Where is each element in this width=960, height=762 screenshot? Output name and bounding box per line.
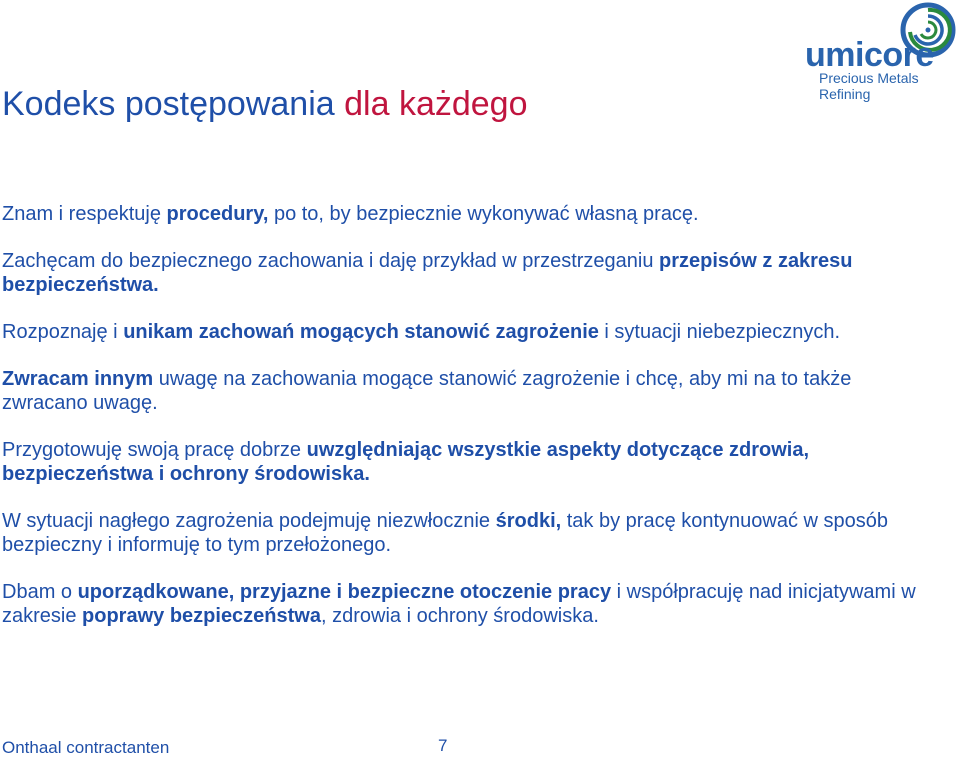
paragraph-6 [2,509,942,557]
p4-seg1: Zwracam innym [2,368,154,390]
p7-seg2: uporządkowane, przyjazne i bezpieczne otoczenie pracy [77,581,612,603]
p7-seg1: Dbam o [2,581,78,603]
logo-subtitle-2: Refining [819,86,871,102]
logo-wordmark: umicore [805,36,934,74]
paragraph-3 [2,320,942,344]
paragraph-7 [2,580,942,628]
p4-seg2: uwagę na zachowania mogące stanowić zagrożenie i chcę, aby mi na to także zwracano uwagę. [2,368,852,414]
p6-seg1: W sytuacji nagłego zagrożenia podejmuję niezwłocznie [2,510,496,532]
p5-seg1: Przygotowuję swoją pracę dobrze [2,439,307,461]
slide-title-part2: dla każdego [344,85,528,123]
p1-seg1: Znam i respektuję [2,203,167,225]
p3-seg2: unikam zachowań mogących stanowić zagrożenie [123,321,599,343]
p7-seg5: , zdrowia i ochrony środowiska. [321,605,599,627]
paragraph-2 [2,249,942,297]
paragraph-5 [2,438,942,486]
slide-body [2,202,942,651]
p7-seg4: poprawy bezpieczeństwa [82,605,321,627]
footer-text: Onthaal contractanten [2,738,170,757]
page-number: 7 [438,736,448,755]
p2-seg1: Zachęcam do bezpiecznego zachowania i daję przykład w przestrzeganiu [2,250,660,272]
p3-seg1: Rozpoznaję i [2,321,124,343]
p1-seg2: procedury, [166,203,269,225]
slide-title [2,82,528,126]
p5-seg2: uwzględniając wszystkie aspekty dotyczące zdrowia, bezpieczeństwa i ochrony środowiska. [2,439,810,485]
p2-seg2: przepisów z zakresu bezpieczeństwa. [2,250,853,296]
p7-seg3: i współpracuję nad inicjatywami w zakresie [2,581,916,627]
slide-title-part1: Kodeks postępowania [2,85,345,123]
p1-seg3: po to, by bezpiecznie wykonywać własną pracę. [268,203,699,225]
paragraph-1 [2,202,942,226]
paragraph-4 [2,367,942,415]
p6-seg2: środki, [495,510,562,532]
p6-seg3: tak by pracę kontynuować w sposób bezpieczny i informuję to tym przełożonego. [2,510,889,556]
p3-seg3: i sytuacji niebezpiecznych. [598,321,841,343]
logo-subtitle-1: Precious Metals [819,70,919,86]
umicore-logo [800,2,958,102]
